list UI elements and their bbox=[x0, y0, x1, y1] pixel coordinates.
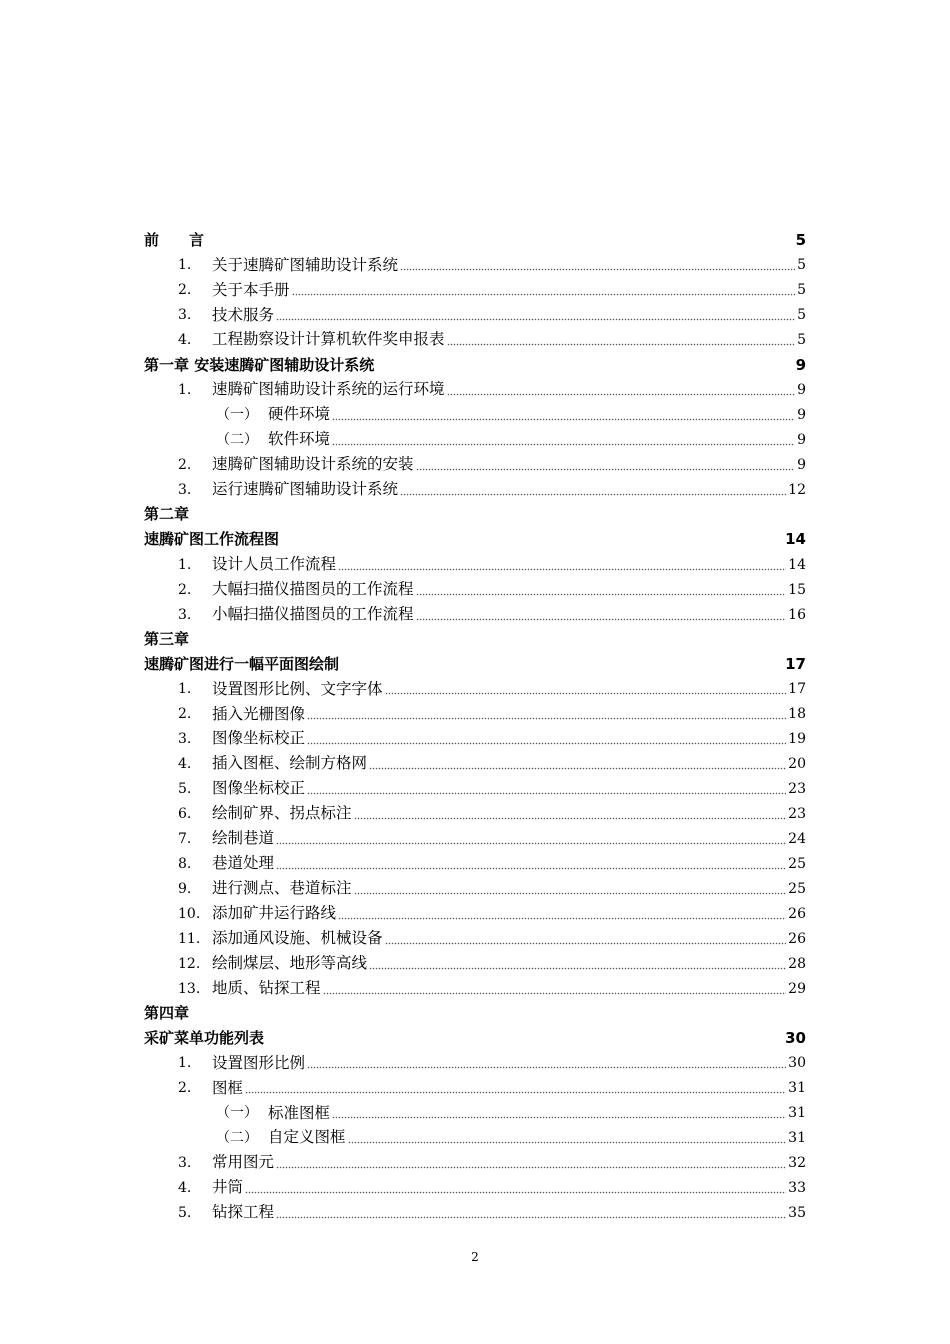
toc-page-number: 31 bbox=[788, 1080, 806, 1097]
toc-entry-number: 1. bbox=[178, 382, 192, 399]
toc-page-number: 14 bbox=[788, 556, 806, 573]
toc-page-number: 14 bbox=[785, 530, 806, 549]
toc-entry-title: 大幅扫描仪描图员的工作流程 bbox=[212, 579, 414, 598]
toc-section-entry[interactable] bbox=[144, 951, 806, 976]
toc-section-entry[interactable] bbox=[144, 452, 806, 477]
toc-dot-leader bbox=[338, 552, 786, 577]
toc-entry-number: 6. bbox=[178, 806, 192, 823]
toc-page-number: 32 bbox=[788, 1155, 806, 1172]
toc-section-entry[interactable] bbox=[144, 802, 806, 827]
toc-entry-number: （二） bbox=[216, 431, 258, 448]
toc-section-entry[interactable] bbox=[144, 477, 806, 502]
toc-entry-title: 技术服务 bbox=[212, 305, 275, 324]
toc-entry-number: 7. bbox=[178, 830, 192, 847]
toc-entry-title: 速腾矿图辅助设计系统的运行环境 bbox=[212, 380, 445, 399]
toc-section-entry[interactable] bbox=[144, 1051, 806, 1076]
toc-entry-number: 3. bbox=[178, 1155, 192, 1172]
toc-chapter-entry[interactable] bbox=[144, 652, 806, 677]
toc-section-entry[interactable] bbox=[144, 851, 806, 876]
toc-entry-title: 设置图形比例 bbox=[212, 1053, 306, 1072]
toc-chapter-entry[interactable] bbox=[144, 527, 806, 552]
toc-entry-title: 第一章 安装速腾矿图辅助设计系统 bbox=[144, 355, 375, 374]
toc-page-number: 23 bbox=[788, 781, 806, 798]
toc-entry-number: 11. bbox=[178, 930, 201, 947]
toc-entry-number: 1. bbox=[178, 257, 192, 274]
toc-entry-title: 硬件环境 bbox=[268, 405, 331, 424]
toc-dot-leader bbox=[245, 1176, 786, 1201]
toc-entry-title: 绘制巷道 bbox=[212, 829, 275, 848]
toc-page-number: 25 bbox=[788, 880, 806, 897]
toc-dot-leader bbox=[245, 1076, 786, 1101]
toc-entry-number: 4. bbox=[178, 332, 192, 349]
toc-entry-number: 2. bbox=[178, 581, 192, 598]
toc-entry-number: 5. bbox=[178, 1205, 192, 1222]
toc-entry-title: 前 言 bbox=[144, 230, 205, 249]
toc-page-number: 5 bbox=[797, 332, 806, 349]
toc-dot-leader bbox=[332, 428, 795, 453]
toc-section-entry[interactable] bbox=[144, 777, 806, 802]
toc-section-entry[interactable] bbox=[144, 1126, 806, 1151]
toc-section-entry[interactable] bbox=[144, 552, 806, 577]
toc-section-entry[interactable] bbox=[144, 677, 806, 702]
page-number: 2 bbox=[471, 1250, 479, 1264]
toc-entry-title: 添加矿井运行路线 bbox=[212, 904, 337, 923]
toc-dot-leader bbox=[307, 702, 786, 727]
toc-entry-title: 速腾矿图进行一幅平面图绘制 bbox=[144, 654, 340, 673]
toc-page-number: 17 bbox=[788, 681, 806, 698]
toc-page-number: 16 bbox=[788, 606, 806, 623]
toc-entry-title: 井筒 bbox=[212, 1178, 244, 1197]
toc-dot-leader bbox=[292, 278, 796, 303]
toc-entry-title: 关于速腾矿图辅助设计系统 bbox=[212, 255, 399, 274]
toc-page-number: 26 bbox=[788, 930, 806, 947]
toc-section-entry[interactable] bbox=[144, 1076, 806, 1101]
toc-entry-number: （一） bbox=[216, 407, 258, 424]
toc-page-number: 5 bbox=[797, 282, 806, 299]
toc-page-number: 9 bbox=[797, 382, 806, 399]
toc-entry-title: 设计人员工作流程 bbox=[212, 554, 337, 573]
toc-page-number: 25 bbox=[788, 855, 806, 872]
toc-entry-title: 工程勘察设计计算机软件奖申报表 bbox=[212, 330, 445, 349]
toc-page-number: 35 bbox=[788, 1205, 806, 1222]
toc-entry-number: 4. bbox=[178, 1180, 192, 1197]
toc-entry-title: 添加通风设施、机械设备 bbox=[212, 928, 383, 947]
toc-dot-leader bbox=[400, 477, 786, 502]
toc-entry-number: 1. bbox=[178, 1055, 192, 1072]
toc-section-entry[interactable] bbox=[144, 378, 806, 403]
toc-page-number: 31 bbox=[788, 1105, 806, 1122]
toc-section-entry[interactable] bbox=[144, 702, 806, 727]
toc-page-number: 9 bbox=[797, 456, 806, 473]
toc-dot-leader bbox=[276, 1151, 786, 1176]
toc-entry-title: 设置图形比例、文字字体 bbox=[212, 679, 383, 698]
toc-entry-title: 标准图框 bbox=[268, 1103, 331, 1122]
toc-entry-title: 速腾矿图工作流程图 bbox=[144, 530, 280, 549]
toc-entry-title: 图像坐标校正 bbox=[212, 729, 306, 748]
toc-dot-leader bbox=[276, 827, 786, 852]
table-of-contents bbox=[144, 228, 806, 1226]
toc-entry-title: 巷道处理 bbox=[212, 854, 275, 873]
toc-dot-leader bbox=[447, 378, 796, 403]
toc-dot-leader bbox=[369, 752, 786, 777]
toc-page-number: 5 bbox=[795, 230, 806, 249]
toc-section-entry[interactable] bbox=[144, 1176, 806, 1201]
toc-section-entry[interactable] bbox=[144, 1151, 806, 1176]
toc-page-number: 5 bbox=[797, 307, 806, 324]
toc-page-number: 31 bbox=[788, 1130, 806, 1147]
toc-page-number: 17 bbox=[785, 654, 806, 673]
toc-dot-leader bbox=[385, 926, 787, 951]
toc-page-number: 9 bbox=[797, 431, 806, 448]
toc-chapter-entry[interactable] bbox=[144, 228, 806, 253]
toc-page-number: 12 bbox=[788, 481, 806, 498]
toc-page-number: 30 bbox=[788, 1055, 806, 1072]
toc-entry-number: 12. bbox=[178, 955, 201, 972]
toc-dot-leader bbox=[447, 328, 796, 353]
toc-entry-title: 采矿菜单功能列表 bbox=[144, 1028, 265, 1047]
toc-section-entry[interactable] bbox=[144, 976, 806, 1001]
toc-page-number: 26 bbox=[788, 905, 806, 922]
toc-entry-number: 1. bbox=[178, 681, 192, 698]
toc-entry-title: 关于本手册 bbox=[212, 280, 290, 299]
toc-entry-title: 速腾矿图辅助设计系统的安装 bbox=[212, 455, 414, 474]
toc-entry-title: 钻探工程 bbox=[212, 1203, 275, 1222]
toc-entry-number: 5. bbox=[178, 781, 192, 798]
toc-entry-number: （一） bbox=[216, 1105, 258, 1122]
toc-dot-leader bbox=[323, 976, 787, 1001]
toc-dot-leader bbox=[348, 1126, 787, 1151]
toc-entry-title: 小幅扫描仪描图员的工作流程 bbox=[212, 604, 414, 623]
toc-page-number: 18 bbox=[788, 706, 806, 723]
toc-dot-leader bbox=[416, 602, 787, 627]
toc-section-entry[interactable] bbox=[144, 577, 806, 602]
toc-entry-number: 2. bbox=[178, 282, 192, 299]
toc-section-entry[interactable] bbox=[144, 752, 806, 777]
toc-section-entry[interactable] bbox=[144, 403, 806, 428]
toc-page-number: 30 bbox=[785, 1028, 806, 1047]
toc-entry-number: 1. bbox=[178, 556, 192, 573]
toc-entry-number: 13. bbox=[178, 980, 201, 997]
toc-entry-title: 插入光栅图像 bbox=[212, 704, 306, 723]
toc-entry-title: 地质、钻探工程 bbox=[212, 978, 321, 997]
toc-section-entry[interactable] bbox=[144, 727, 806, 752]
toc-dot-leader bbox=[416, 577, 787, 602]
toc-entry-title: 常用图元 bbox=[212, 1153, 275, 1172]
toc-dot-leader bbox=[354, 802, 787, 827]
toc-section-entry[interactable] bbox=[144, 602, 806, 627]
toc-entry-title: 第四章 bbox=[144, 1004, 190, 1023]
toc-dot-leader bbox=[338, 901, 786, 926]
toc-entry-title: 图像坐标校正 bbox=[212, 779, 306, 798]
toc-page-number: 29 bbox=[788, 980, 806, 997]
toc-entry-title: 运行速腾矿图辅助设计系统 bbox=[212, 480, 399, 499]
toc-dot-leader bbox=[332, 403, 795, 428]
toc-dot-leader bbox=[276, 851, 786, 876]
toc-entry-number: 2. bbox=[178, 456, 192, 473]
toc-entry-number: 3. bbox=[178, 606, 192, 623]
toc-entry-number: 4. bbox=[178, 756, 192, 773]
toc-section-entry[interactable] bbox=[144, 901, 806, 926]
toc-chapter-entry[interactable] bbox=[144, 353, 806, 378]
toc-page-number: 19 bbox=[788, 731, 806, 748]
toc-page-number: 23 bbox=[788, 806, 806, 823]
toc-entry-number: 2. bbox=[178, 706, 192, 723]
toc-entry-number: 3. bbox=[178, 481, 192, 498]
toc-section-entry[interactable] bbox=[144, 926, 806, 951]
toc-page-number: 5 bbox=[797, 257, 806, 274]
toc-chapter-entry[interactable] bbox=[144, 627, 806, 652]
toc-page-number: 15 bbox=[788, 581, 806, 598]
toc-dot-leader bbox=[385, 677, 787, 702]
toc-dot-leader bbox=[354, 876, 787, 901]
toc-entry-title: 插入图框、绘制方格网 bbox=[212, 754, 368, 773]
toc-dot-leader bbox=[276, 303, 795, 328]
toc-entry-number: 3. bbox=[178, 307, 192, 324]
toc-dot-leader bbox=[307, 777, 786, 802]
toc-chapter-entry[interactable] bbox=[144, 1026, 806, 1051]
toc-dot-leader bbox=[416, 452, 796, 477]
toc-entry-number: 8. bbox=[178, 855, 192, 872]
toc-dot-leader bbox=[307, 727, 786, 752]
toc-chapter-entry[interactable] bbox=[144, 502, 806, 527]
toc-entry-title: 进行测点、巷道标注 bbox=[212, 879, 352, 898]
toc-dot-leader bbox=[332, 1101, 786, 1126]
toc-page-number: 28 bbox=[788, 955, 806, 972]
toc-section-entry[interactable] bbox=[144, 827, 806, 852]
toc-page-number: 33 bbox=[788, 1180, 806, 1197]
toc-entry-title: 第二章 bbox=[144, 505, 190, 524]
toc-section-entry[interactable] bbox=[144, 328, 806, 353]
toc-entry-title: 自定义图框 bbox=[268, 1128, 346, 1147]
toc-entry-title: 软件环境 bbox=[268, 430, 331, 449]
toc-page-number: 9 bbox=[795, 355, 806, 374]
toc-entry-title: 绘制煤层、地形等高线 bbox=[212, 953, 368, 972]
toc-dot-leader bbox=[400, 253, 795, 278]
toc-entry-title: 第三章 bbox=[144, 629, 190, 648]
toc-page-number: 20 bbox=[788, 756, 806, 773]
toc-entry-number: 10. bbox=[178, 905, 201, 922]
toc-chapter-entry[interactable] bbox=[144, 1001, 806, 1026]
toc-entry-title: 图框 bbox=[212, 1078, 244, 1097]
toc-page-number: 24 bbox=[788, 830, 806, 847]
toc-entry-number: （二） bbox=[216, 1130, 258, 1147]
toc-section-entry[interactable] bbox=[144, 1101, 806, 1126]
toc-entry-title: 绘制矿界、拐点标注 bbox=[212, 804, 352, 823]
toc-page-number: 9 bbox=[797, 407, 806, 424]
toc-section-entry[interactable] bbox=[144, 278, 806, 303]
toc-entry-number: 2. bbox=[178, 1080, 192, 1097]
toc-dot-leader bbox=[276, 1201, 786, 1226]
toc-entry-number: 9. bbox=[178, 880, 192, 897]
toc-section-entry[interactable] bbox=[144, 876, 806, 901]
toc-dot-leader bbox=[307, 1051, 786, 1076]
toc-dot-leader bbox=[369, 951, 786, 976]
toc-section-entry[interactable] bbox=[144, 428, 806, 453]
toc-section-entry[interactable] bbox=[144, 303, 806, 328]
toc-entry-number: 3. bbox=[178, 731, 192, 748]
toc-section-entry[interactable] bbox=[144, 253, 806, 278]
toc-section-entry[interactable] bbox=[144, 1201, 806, 1226]
